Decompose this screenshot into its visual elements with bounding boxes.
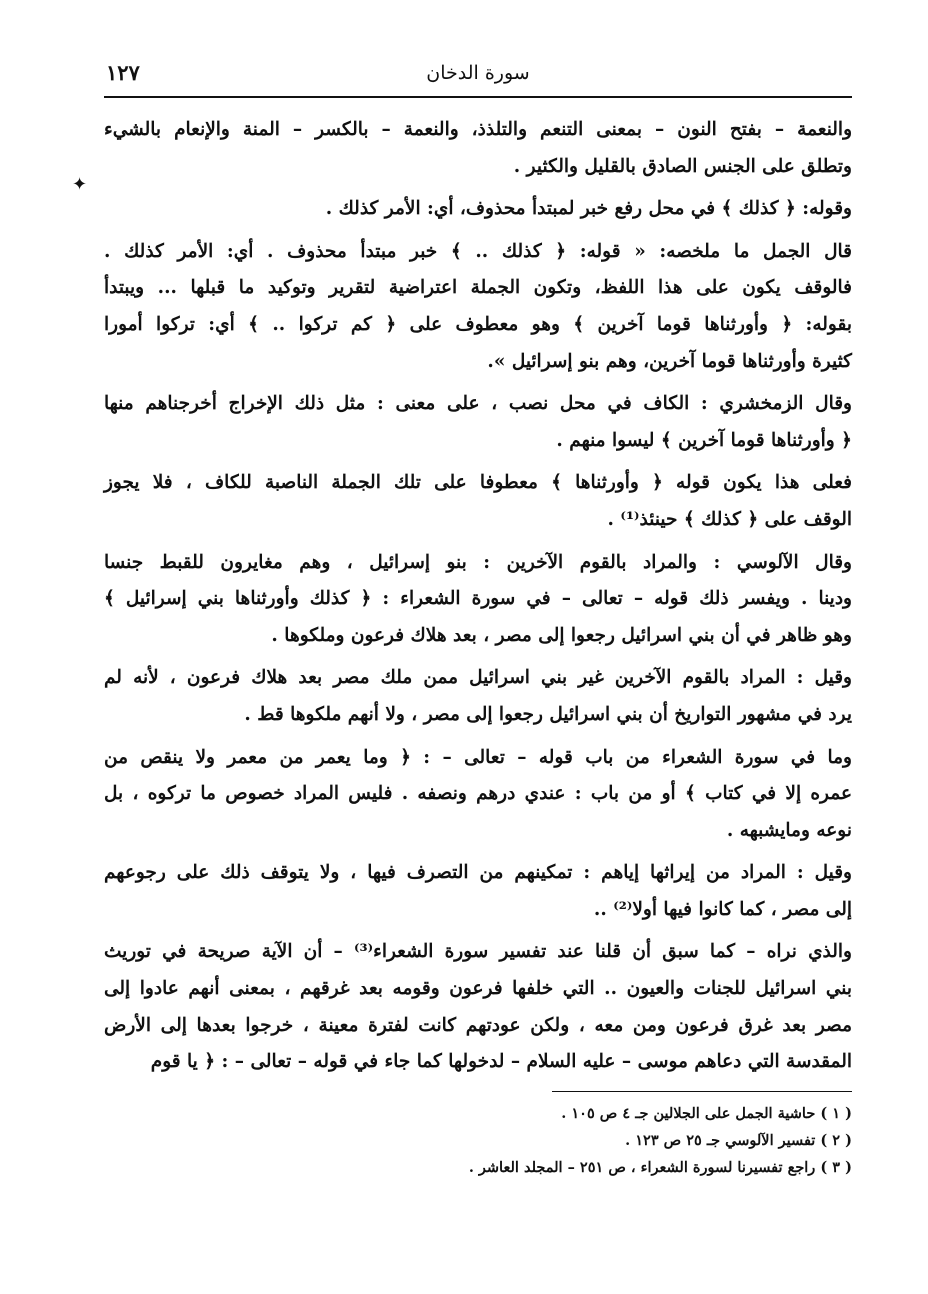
footnote: ( ١ ) حاشية الجمل على الجلالين جـ ٤ ص ١٠٥ .	[561, 1104, 852, 1122]
main-text	[104, 112, 852, 1081]
text-line: نوعه ومايشبهه .	[726, 819, 852, 841]
surah-title: سورة الدخان	[426, 62, 530, 84]
text-line: مصر بعد غرق فرعون ومن معه ، ولكن عودتهم كانت لفترة معينة ، خرجوا بعدها إلى الأرض	[104, 1014, 852, 1036]
text-line: وما في سورة الشعراء من باب قوله – تعالى – : ﴿ وما يعمر من معمر ولا ينقص من	[104, 746, 852, 768]
footnote: ( ٢ ) تفسير الآلوسي جـ ٢٥ ص ١٢٣ .	[625, 1131, 852, 1149]
footnote-rule	[552, 1091, 852, 1092]
margin-mark: ✦	[72, 174, 88, 195]
text-line: ﴿ وأورثناها قوما آخرين ﴾ ليسوا منهم .	[556, 429, 852, 451]
text-line: وقال الزمخشري : الكاف في محل نصب ، على معنى : مثل ذلك الإخراج أخرجناهم منها	[104, 393, 852, 415]
text-line: ودينا . ويفسر ذلك قوله – تعالى – في سورة الشعراء : ﴿ كذلك وأورثناها بني إسرائيل ﴾	[104, 588, 852, 610]
paragraph	[104, 660, 852, 733]
text-line: وقيل : المراد بالقوم الآخرين غير بني اسرائيل ممن ملك مصر بعد هلاك فرعون ، لأنه لم	[104, 667, 852, 689]
paragraph	[104, 234, 852, 380]
text-line: الوقف على ﴿ كذلك ﴾ حينئذ⁽¹⁾ .	[607, 508, 852, 530]
text-line: عمره إلا في كتاب ﴾ أو من باب : عندي درهم ونصفه . فليس المراد خصوص ما تركوه ، بل	[104, 783, 852, 805]
text-line: إلى مصر ، كما كانوا فيها أولا⁽²⁾ ..	[593, 898, 852, 920]
text-line: وهو ظاهر في أن بني اسرائيل رجعوا إلى مصر ، بعد هلاك فرعون وملكوها .	[271, 624, 852, 646]
text-line: بقوله: ﴿ وأورثناها قوما آخرين ﴾ وهو معطوف على ﴿ كم تركوا .. ﴾ أي: تركوا أمورا	[104, 313, 852, 335]
text-line: والذي نراه – كما سبق أن قلنا عند تفسير سورة الشعراء⁽³⁾ – أن الآية صريحة في توريث	[104, 941, 852, 963]
text-line: المقدسة التي دعاهم موسى – عليه السلام – لدخولها كما جاء في قوله – تعالى – : ﴿ يا قوم	[150, 1051, 852, 1073]
paragraph	[104, 112, 852, 185]
text-line: وقال الآلوسي : والمراد بالقوم الآخرين : بنو إسرائيل ، وهم مغايرون للقبط جنسا	[104, 551, 852, 573]
paragraph	[104, 740, 852, 850]
paragraph	[104, 191, 852, 228]
text-line: فالوقف يكون على هذا اللفظ، وتكون الجملة اعتراضية لتقرير وتوكيد ما قبلها ... ويبتدأ	[104, 277, 852, 299]
text-line: كثيرة وأورثناها قوما آخرين، وهم بنو إسرائيل ».	[487, 350, 852, 372]
footnote: ( ٣ ) راجع تفسيرنا لسورة الشعراء ، ص ٢٥١ – المجلد العاشر .	[468, 1158, 852, 1176]
paragraph	[104, 855, 852, 928]
book-page	[104, 56, 852, 1181]
text-line: وقيل : المراد من إيراثها إياهم : تمكينهم من التصرف فيها ، ولا يتوقف ذلك على رجوعهم	[104, 862, 852, 884]
text-line: والنعمة – بفتح النون – بمعنى التنعم والتلذذ، والنعمة – بالكسر – المنة والإنعام بالشيء	[104, 119, 852, 140]
text-line: بني اسرائيل للجنات والعيون .. التي خلفها فرعون وقومه بعد غرقهم ، بمعنى أنهم عادوا إلى	[104, 978, 852, 1000]
text-line: قال الجمل ما ملخصه: « قوله: ﴿ كذلك .. ﴾ خبر مبتدأ محذوف . أي: الأمر كذلك .	[104, 240, 852, 262]
text-line: وقوله: ﴿ كذلك ﴾ في محل رفع خبر لمبتدأ محذوف، أي: الأمر كذلك .	[325, 198, 852, 220]
footnotes	[104, 1100, 852, 1181]
page-number: ١٢٧	[106, 60, 140, 85]
page-header	[104, 56, 852, 96]
header-rule	[104, 96, 852, 98]
paragraph	[104, 386, 852, 459]
text-line: وتطلق على الجنس الصادق بالقليل والكثير .	[513, 155, 852, 177]
paragraph	[104, 934, 852, 1080]
paragraph	[104, 545, 852, 655]
paragraph	[104, 465, 852, 538]
text-line: فعلى هذا يكون قوله ﴿ وأورثناها ﴾ معطوفا على تلك الجملة الناصبة للكاف ، فلا يجوز	[104, 472, 852, 494]
text-line: يرد في مشهور التواريخ أن بني اسرائيل رجعوا إلى مصر ، ولا أنهم ملكوها قط .	[244, 703, 852, 725]
